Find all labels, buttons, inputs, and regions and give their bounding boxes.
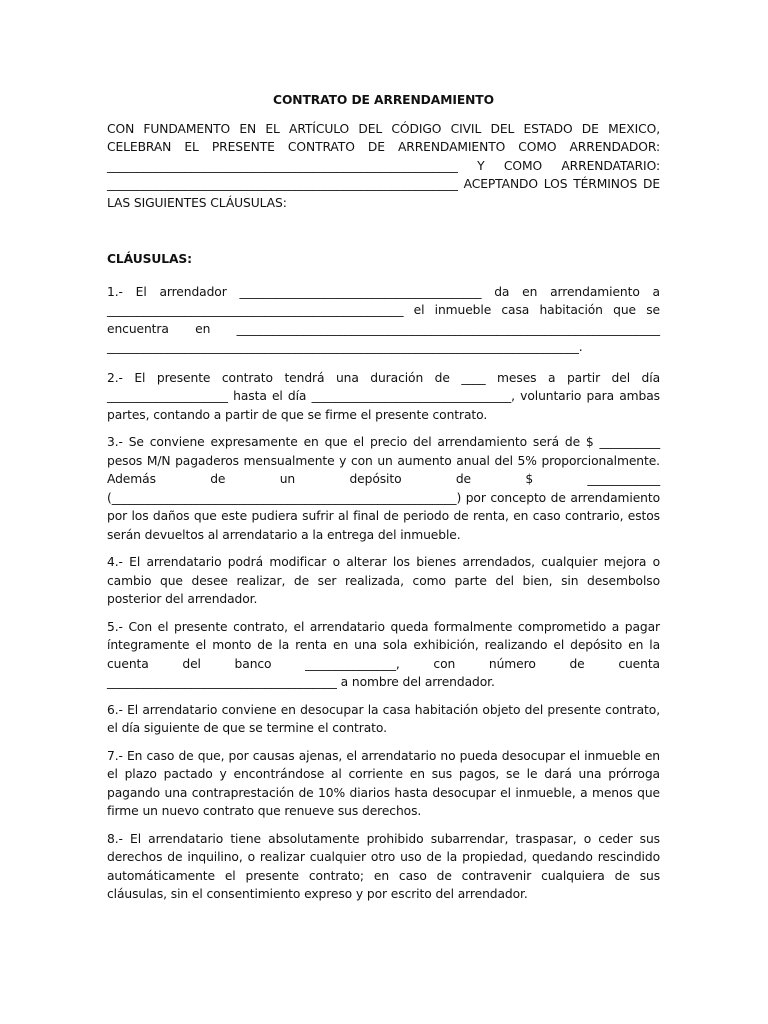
clause-4: 4.- El arrendatario podrá modificar o alterar los bienes arrendados, cualquier mejora o cambio que desee realizar, de ser realizada, como parte del bien, sin desembolso posterior del arrendador. <box>107 555 660 606</box>
clauses-heading: CLÁUSULAS: <box>107 252 192 266</box>
clause-2: 2.- El presente contrato tendrá una duración de ____ meses a partir del día ____________________ hasta el día _________________________________, voluntario para ambas partes, contando a partir de que se firme el presente contrato. <box>107 370 660 422</box>
clause-7: 7.- En caso de que, por causas ajenas, el arrendatario no pueda desocupar el inmueble en el plazo pactado y encontrándose al corriente en sus pagos, se le dará una prórroga pagando una contraprestación de 10% diarios hasta desocupar el inmueble, a menos que firme un nuevo contrato que renueve sus derechos. <box>107 748 660 818</box>
clause-6: 6.- El arrendatario conviene en desocupar la casa habitación objeto del presente contrato, el día siguiente de que se termine el contrato. <box>107 702 660 735</box>
clause-3: 3.- Se conviene expresamente en que el precio del arrendamiento será de $ __________ pesos M/N pagaderos mensualmente y con un aumento anual del 5% proporcionalmente. Además de un depósito de $ ____________ (_________________________________________________________) por concepto de arrendamiento por los daños que este pudiera sufrir al final de periodo de renta, en caso contrario, estos serán devueltos al arrendatario a la entrega del inmueble. <box>107 435 660 542</box>
document-title: CONTRATO DE ARRENDAMIENTO <box>273 93 494 107</box>
intro-paragraph: CON FUNDAMENTO EN EL ARTÍCULO DEL CÓDIGO CIVIL DEL ESTADO DE MEXICO, CELEBRAN EL PRESENTE CONTRATO DE ARRENDAMIENTO COMO ARRENDADOR: __________________________________________________________ Y COMO ARRENDATARIO: __________________________________________________________ ACEPTANDO LOS TÉRMINOS DE LAS SIGUIENTES CLÁUSULAS: <box>107 121 660 210</box>
document-page <box>107 91 660 913</box>
clause-8: 8.- El arrendatario tiene absolutamente prohibido subarrendar, traspasar, o ceder sus derechos de inquilino, o realizar cualquier otro uso de la propiedad, quedando rescindido automáticamente el presente contrato; en caso de contravenir cualquiera de sus cláusulas, sin el consentimiento expreso y por escrito del arrendador. <box>107 831 660 901</box>
clause-5: 5.- Con el presente contrato, el arrendatario queda formalmente comprometido a pagar íntegramente el monto de la renta en una sola exhibición, realizando el depósito en la cuenta del banco _______________, con número de cuenta ______________________________________ a nombre del arrendador. <box>107 619 660 689</box>
clause-1: 1.- El arrendador ________________________________________ da en arrendamiento a _________________________________________________ el inmueble casa habitación que se encuentra en ______________________________________________________________________ ______________________________________________________________________________. <box>107 284 660 354</box>
